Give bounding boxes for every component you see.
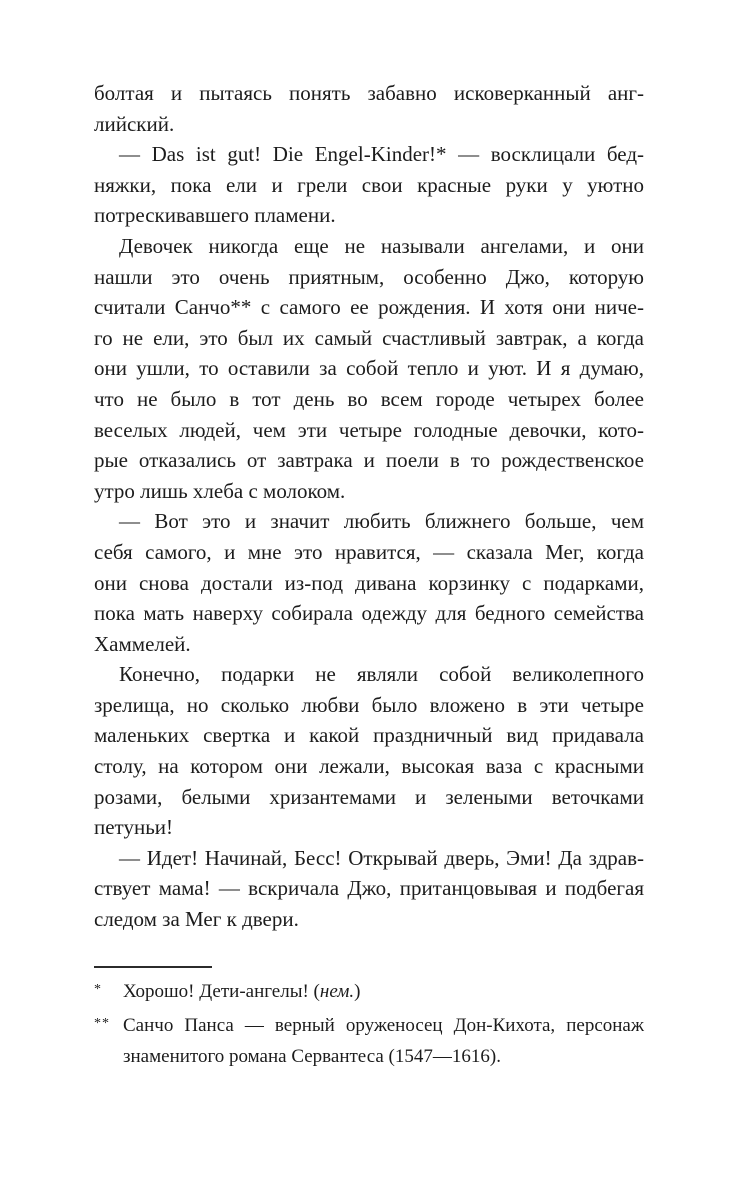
text-line: зрелища, но сколько любви было вложено в эти четыре: [94, 692, 644, 717]
text-line: няжки, пока ели и грели свои красные руки у уютно: [94, 172, 644, 197]
footnote-text: Хорошо! Дети-ангелы! (: [123, 980, 320, 1002]
text-line: лийский.: [94, 111, 175, 136]
footnote-marker: *: [94, 981, 102, 997]
footnote: [94, 1008, 644, 1074]
text-line: — Вот это и значит любить ближнего больше, чем: [119, 509, 644, 534]
text-line: что не было в тот день во всем городе четырех более: [94, 386, 644, 411]
footnote-line: [94, 1008, 644, 1042]
text-line: розами, белыми хризантемами и зелеными веточками: [94, 784, 644, 809]
paragraph: [94, 139, 644, 231]
footnote-text: нем.: [319, 980, 355, 1002]
footnote: [94, 974, 644, 1008]
footnote-line: [123, 1041, 644, 1073]
text-line: потрескивавшего пламени.: [94, 203, 336, 228]
footnote-divider: [94, 966, 212, 968]
footnote-text: знаменитого романа Сервантеса (1547—1616).: [123, 1046, 501, 1068]
footnote-marker: **: [94, 1015, 110, 1031]
footnotes: [94, 966, 644, 1074]
text-line: пока мать наверху собирала одежду для бедного семейства: [94, 601, 644, 626]
text-line: столу, на котором они лежали, высокая ваза с красными: [94, 754, 644, 779]
text-line: — Идет! Начинай, Бесс! Открывай дверь, Эми! Да здрав-: [119, 845, 644, 870]
text-line: Конечно, подарки не являли собой великолепного: [119, 662, 644, 687]
paragraph: [94, 231, 644, 506]
footnote-text: Санчо Панса — верный оруженосец Дон-Кихота, персонаж: [123, 1014, 644, 1036]
text-line: считали Санчо** с самого ее рождения. И хотя они ниче-: [94, 295, 644, 320]
text-line: ствует мама! — вскричала Джо, пританцовывая и подбегая: [94, 876, 644, 901]
text-line: — Das ist gut! Die Engel-Kinder!* — восклицали бед-: [119, 142, 644, 167]
text-line: болтая и пытаясь понять забавно исковерканный анг-: [94, 81, 644, 105]
text-line: маленьких свертка и какой праздничный вид придавала: [94, 723, 644, 748]
text-line: они ушли, то оставили за собой тепло и уют. И я думаю,: [94, 356, 644, 381]
paragraph: [94, 843, 644, 935]
paragraph: [94, 78, 644, 139]
text-line: утро лишь хлеба с молоком.: [94, 478, 346, 503]
text-line: петуньи!: [94, 815, 174, 840]
text-line: Хаммелей.: [94, 631, 191, 656]
text-line: они снова достали из-под дивана корзинку с подарками,: [94, 570, 644, 595]
text-line: рые отказались от завтрака и поели в то рождественское: [94, 448, 644, 473]
footnote-list: [94, 974, 644, 1074]
text-line: следом за Мег к двери.: [94, 907, 299, 932]
text-line: нашли это очень приятным, особенно Джо, которую: [94, 264, 644, 289]
text-line: веселых людей, чем эти четыре голодные девочки, кото-: [94, 417, 644, 442]
page-content: [94, 78, 644, 1073]
text-line: го не ели, это был их самый счастливый завтрак, а когда: [94, 325, 644, 350]
page-text: [94, 78, 644, 935]
text-line: себя самого, и мне это нравится, — сказала Мег, когда: [94, 539, 644, 564]
paragraph: [94, 506, 644, 659]
footnote-line: [94, 974, 644, 1008]
footnote-text: ): [354, 980, 361, 1002]
text-line: Девочек никогда еще не называли ангелами, и они: [119, 233, 644, 258]
paragraph: [94, 659, 644, 843]
